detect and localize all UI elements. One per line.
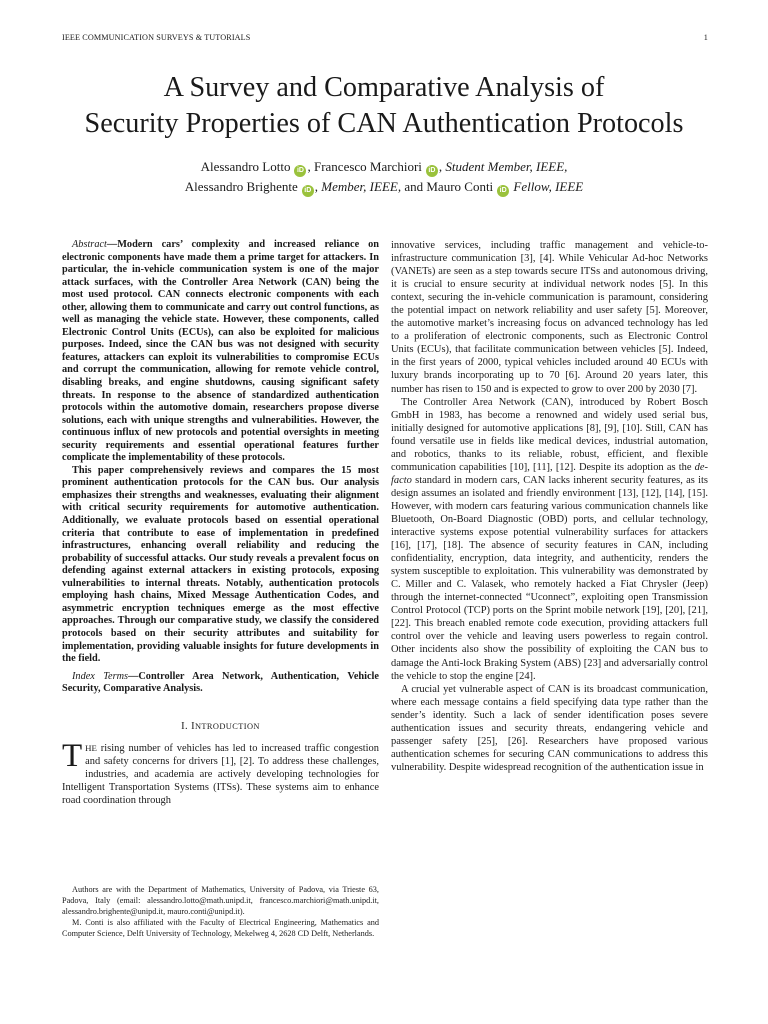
body-text: standard in modern cars, CAN lacks inherent security features, as its design assumes an isolated and friendly environment [13], [12], [14], [15]. However, with modern cars featuring various communication channels like Bluetooth, On-Board Diagnostic (OBD) ports, and cellular technology, interactive systems expose potential vulnerability surfaces for attackers [16], [17], [18]. The absence of security features in CAN, including confidentiality, encryption, data integrity, and authenticity, renders the system susceptible to exploitation. This vulnerability was demonstrated by C. Miller and C. Valasek, who remotely hacked a Fiat Chrysler (Jeep) through the internet-connected “Uconnect”, exploiting open Transmission Control Protocol (TCP) ports on the Sprint mobile network [19], [20], [21], [22]. This breach enabled remote code execution, providing attackers full control over the vehicle and leaving users powerless to regain control. Other incidents also show the possibility of exploiting the CAN bus to damage the Anti-lock Braking System (ABS) [23] and adversarially control the vehicle to stop the engine [24].: [391, 474, 708, 682]
abstract-label: Abstract: [72, 239, 107, 250]
section-title: NTRODUCTION: [194, 721, 260, 731]
section-heading: [62, 720, 379, 733]
author-name: Alessandro Lotto: [200, 159, 291, 174]
author-list: Alessandro Lotto iD , Francesco Marchiori iD , Student Member, IEEE, Alessandro Brighente iD , Member, IEEE, and Mauro Conti iD Fellow, IEEE: [60, 157, 708, 197]
footnote: [62, 885, 379, 940]
page-number: 1: [703, 33, 708, 42]
orcid-icon[interactable]: iD: [426, 165, 438, 177]
paper-title: [40, 70, 728, 142]
abstract-text: This paper comprehensively reviews and compares the 15 most prominent authentication protocols for the CAN bus. Our analysis emphasizes their strengths and weaknesses, evaluating their alignment with critical security requirements for automotive authentication. Additionally, we evaluate protocols based on essential operational criteria that contribute to ease of implementation in predefined infrastructures, enhancing overall reliability and reducing the probability of successful attacks. Our study reveals a prevalent focus on defending against external attackers in existing protocols, exposing vulnerabilities to internal threats. Notably, authentication protocols employing hash chains, Mixed Message Authentication Codes, and asymmetric encryption techniques emerge as the most effective approaches. Through our comparative study, we classify the considered protocols based on their security attributes and suitability for implementation, providing valuable insights for future developments in the field.: [62, 464, 379, 665]
body-paragraph: A crucial yet vulnerable aspect of CAN is its broadcast communication, where each message contains a field specifying data type rather than the sender’s identity. Such a lack of sender identification poses severe authentication issues and security threats, endangering vehicle and passenger safety [25], [26]. Researchers have proposed various authentication schemes for securing CAN communications to address this vulnerability. Despite widespread recognition of the authentication issue in: [391, 683, 708, 773]
author-name: Mauro Conti: [426, 179, 494, 194]
orcid-icon[interactable]: iD: [294, 165, 306, 177]
running-header: [62, 33, 708, 45]
section-title-first: I: [191, 720, 195, 732]
drop-cap: T: [62, 737, 83, 774]
index-terms: [62, 671, 379, 696]
journal-name: IEEE COMMUNICATION SURVEYS & TUTORIALS: [62, 33, 251, 42]
title-line-1: A Survey and Comparative Analysis of: [163, 72, 605, 103]
author-name: Alessandro Brighente: [184, 179, 298, 194]
body-paragraph: [391, 396, 708, 683]
author-name: Francesco Marchiori: [313, 159, 422, 174]
orcid-icon[interactable]: iD: [497, 185, 509, 197]
body-paragraph: innovative services, including traffic management and vehicle-to-infrastructure communication [3], [4]. While Vehicular Ad-hoc Networks (VANETs) are seen as a step towards secure ITSs and autonomous driving, it is crucial to ensure security at individual network nodes [5]. In this context, securing the in-vehicle communication is paramount, considering the potential impact on network reliability and user safety [5]. Moreover, the automotive market’s increasing focus on advanced technology has led to a proliferation of electronic components, such as Electronic Control Units (ECUs), that facilitate communication between vehicles [5]. Indeed, in the first years of 2000, typical vehicles included around 40 ECUs with luxury brands incorporating up to 70 [6]. Around 20 years later, this number has risen to 150 and is expected to grow to over 200 by 2030 [7].: [391, 240, 708, 395]
author-role: Fellow, IEEE: [513, 179, 584, 194]
orcid-icon[interactable]: iD: [302, 185, 314, 197]
abstract-text: —Modern cars’ complexity and increased reliance on electronic components have made them a prime target for attackers. In particular, the in-vehicle communication system is one of the major attack surfaces, with the Controller Area Network (CAN) being the most used protocol. CAN connects electronic components with each other, allowing them to communicate and carry out control functions, as well as managing the vehicle state. However, these components, called Electronic Control Units (ECUs), can also be exploited for malicious purposes. Indeed, since the CAN bus was not designed with security features, attackers can exploit its vulnerabilities to compromise ECUs and corrupt the communication, allowing for remote vehicle control, disabling breaks, and engine shutdowns, causing significant safety threats. In response to the absence of standardized authentication protocols within the automotive domain, researchers propose diverse solutions, each with unique strengths and vulnerabilities. However, the continuous influx of new protocols and potential oversights in meeting security requirements and essential operational features further complicate the implementability of these protocols.: [62, 239, 379, 464]
footnote-affiliation: Authors are with the Department of Mathematics, University of Padova, via Trieste 63, Padova, Italy (email: alessandro.lotto@math.unipd.it, francesco.marchiori@math.unipd.it, alessandro.brighente@unipd.it, mauro.conti@unipd.it).: [62, 885, 379, 916]
right-column: [391, 239, 708, 774]
author-role: Student Member, IEEE,: [445, 159, 568, 174]
body-emphasis: de-facto: [391, 461, 708, 486]
intro-text: rising number of vehicles has led to increased traffic congestion and safety concerns for drivers [1], [2]. To address these challenges, industries, and academia are actively developing technologies for Intelligent Transportation Systems (ITSs). These systems aim to enhance road coordination through: [62, 742, 379, 806]
footnote-affiliation-2: M. Conti is also affiliated with the Faculty of Electrical Engineering, Mathematics and Computer Science, Delft University of Technology, Mekelweg 4, 2628 CD Delft, Netherlands.: [62, 917, 379, 938]
author-conjunction: and: [404, 179, 424, 194]
intro-lead: HE: [85, 742, 97, 753]
author-role: Member, IEEE,: [321, 179, 402, 194]
body-text: The Controller Area Network (CAN), introduced by Robert Bosch GmbH in 1983, has become a renowned and widely used serial bus, initially designed for automotive applications [8], [9], [10]. Still, CAN has found versatile use in fields like medical devices, industrial automation, and robotics, thanks to its reliable, robust, efficient, and flexible communication capabilities [10], [11], [12]. Despite its adoption as the: [391, 396, 708, 473]
abstract: [62, 239, 379, 666]
index-terms-text: —Controller Area Network, Authentication, Vehicle Security, Comparative Analysis.: [62, 670, 379, 695]
left-column: [62, 239, 379, 807]
section-number: I.: [181, 720, 189, 732]
index-terms-label: Index Terms: [72, 670, 129, 682]
title-line-2: Security Properties of CAN Authentication Protocols: [84, 108, 684, 139]
intro-paragraph: [62, 737, 379, 807]
